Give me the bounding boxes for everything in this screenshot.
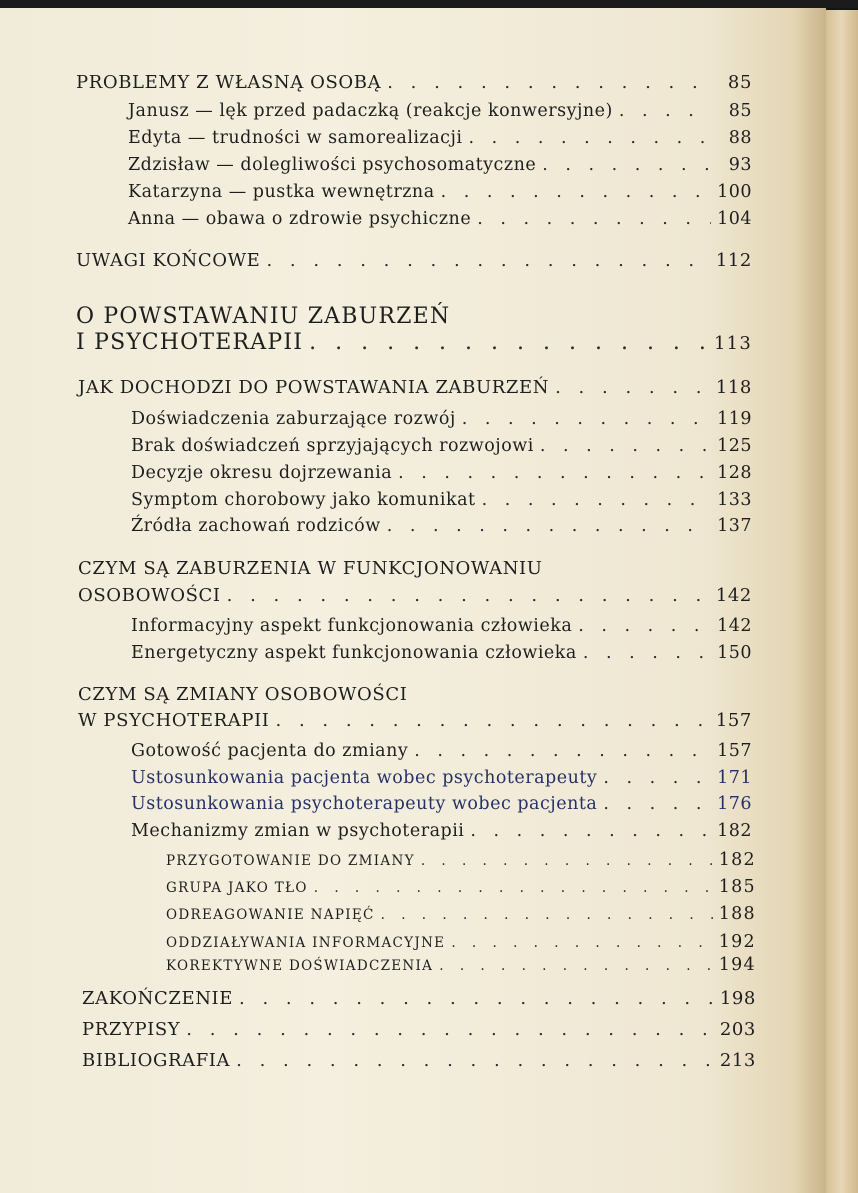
dot-leader — [414, 741, 711, 761]
toc-page-number: 171 — [717, 768, 752, 788]
dot-leader — [462, 409, 711, 429]
toc-title: BIBLIOGRAFIA — [82, 1050, 231, 1071]
toc-title: Zdzisław — dolegliwości psychosomatyczne — [128, 155, 537, 175]
toc-title: Katarzyna — pustka wewnętrzna — [128, 182, 435, 202]
toc-page-number: 100 — [717, 182, 752, 202]
toc-page-number: 119 — [717, 409, 752, 429]
toc-page-number: 192 — [718, 932, 756, 952]
toc-section-heading — [76, 250, 752, 271]
dot-leader — [477, 209, 711, 229]
toc-entry — [131, 490, 752, 510]
dot-leader — [451, 935, 712, 951]
toc-title: ZAKOŃCZENIE — [82, 988, 233, 1009]
toc-title: W PSYCHOTERAPII — [78, 710, 270, 731]
toc-section-heading — [78, 585, 752, 606]
toc-section-heading — [76, 72, 752, 93]
dot-leader — [482, 490, 712, 510]
toc-title: Decyzje okresu dojrzewania — [131, 463, 393, 483]
dot-leader — [381, 907, 713, 923]
toc-part-heading-line1: O POWSTAWANIU ZABURZEŃ — [76, 304, 451, 329]
toc-title: ODDZIAŁYWANIA INFORMACYJNE — [166, 935, 446, 951]
toc-section-heading — [78, 377, 752, 398]
toc-entry — [128, 182, 752, 202]
toc-page-number: 128 — [717, 463, 752, 483]
dot-leader — [236, 1050, 714, 1071]
toc-page-number: 150 — [717, 643, 752, 663]
toc-entry — [131, 821, 752, 841]
toc-title: Janusz — lęk przed padaczką (reakcje konwersyjne) — [128, 101, 613, 121]
toc-section-heading — [82, 1050, 756, 1071]
toc-page-number: 93 — [728, 155, 752, 175]
toc-part-heading — [76, 330, 752, 355]
toc-page-number: 118 — [715, 377, 752, 398]
toc-title: Mechanizmy zmian w psychoterapii — [131, 821, 465, 841]
toc-title: Informacyjny aspekt funkcjonowania człowieka — [131, 616, 573, 636]
toc-title: Ustosunkowania pacjenta wobec psychoterapeuty — [131, 768, 598, 788]
toc-title: JAK DOCHODZI DO POWSTAWANIA ZABURZEŃ — [78, 377, 550, 398]
toc-page-number: 85 — [727, 72, 752, 93]
toc-subentry — [166, 904, 756, 924]
toc-title: KOREKTYWNE DOŚWIADCZENIA — [166, 958, 434, 974]
toc-title: PROBLEMY Z WŁASNĄ OSOBĄ — [76, 72, 382, 93]
toc-title: I PSYCHOTERAPII — [76, 330, 304, 355]
toc-entry — [131, 463, 752, 483]
toc-entry — [131, 616, 752, 636]
dot-leader — [619, 101, 712, 121]
dot-leader — [603, 794, 711, 814]
dot-leader — [583, 643, 711, 663]
toc-section-heading — [78, 710, 752, 731]
toc-entry — [128, 209, 752, 229]
dot-leader — [542, 155, 712, 175]
toc-section-heading-line1: CZYM SĄ ZABURZENIA W FUNKCJONOWANIU — [78, 558, 543, 579]
toc-title: Symptom chorobowy jako komunikat — [131, 490, 476, 510]
dot-leader — [227, 585, 710, 606]
dot-leader — [239, 988, 714, 1009]
toc-title: UWAGI KOŃCOWE — [76, 250, 261, 271]
toc-page-number: 142 — [717, 616, 752, 636]
toc-section-heading-line1: CZYM SĄ ZMIANY OSOBOWOŚCI — [78, 684, 408, 705]
toc-page-number: 203 — [719, 1019, 756, 1040]
toc-title: OSOBOWOŚCI — [78, 585, 221, 606]
dot-leader — [314, 880, 713, 896]
toc-section-heading — [82, 988, 756, 1009]
toc-page-number: 85 — [728, 101, 752, 121]
toc-page-number: 157 — [715, 710, 752, 731]
dot-leader — [309, 330, 708, 355]
dot-leader — [398, 463, 711, 483]
toc-subentry — [166, 932, 756, 952]
toc-subentry — [166, 955, 756, 975]
toc-entry — [131, 516, 752, 536]
dot-leader — [469, 128, 713, 148]
toc-page-number: 133 — [717, 490, 752, 510]
toc-entry — [128, 155, 752, 175]
toc-title: Energetyczny aspekt funkcjonowania człowieka — [131, 643, 577, 663]
toc-page-number: 188 — [718, 904, 756, 924]
toc-entry — [128, 101, 752, 121]
toc-title: Edyta — trudności w samorealizacji — [128, 128, 463, 148]
toc-entry — [131, 768, 752, 788]
dot-leader — [578, 616, 711, 636]
toc-page-number: 185 — [718, 877, 756, 897]
toc-page-number: 137 — [717, 516, 752, 536]
toc-title: GRUPA JAKO TŁO — [166, 880, 308, 896]
dot-leader — [439, 958, 712, 974]
toc-title: Ustosunkowania psychoterapeuty wobec pacjenta — [131, 794, 598, 814]
toc-subentry — [166, 877, 756, 897]
dot-leader — [555, 377, 710, 398]
toc-page-number: 88 — [728, 128, 752, 148]
toc-entry — [131, 794, 752, 814]
toc-title: Anna — obawa o zdrowie psychiczne — [128, 209, 472, 229]
toc-entry — [131, 741, 752, 761]
toc-page-number: 213 — [719, 1050, 756, 1071]
toc-entry — [128, 128, 752, 148]
dot-leader — [421, 853, 713, 869]
toc-section-heading — [82, 1019, 756, 1040]
toc-page-number: 198 — [719, 988, 756, 1009]
toc-title: Gotowość pacjenta do zmiany — [131, 741, 409, 761]
toc-title: Źródła zachowań rodziców — [131, 516, 381, 536]
dot-leader — [276, 710, 710, 731]
dot-leader — [387, 72, 712, 93]
toc-title: ODREAGOWANIE NAPIĘĆ — [166, 907, 375, 923]
dot-leader — [387, 516, 711, 536]
toc-entry — [131, 409, 752, 429]
toc-page-number: 182 — [717, 821, 752, 841]
toc-page-number: 112 — [715, 250, 752, 271]
toc-page-number: 176 — [717, 794, 752, 814]
toc-page-number: 194 — [718, 955, 756, 975]
dot-leader — [540, 436, 711, 456]
toc-entry — [131, 436, 752, 456]
toc-title: PRZYPISY — [82, 1019, 181, 1040]
dot-leader — [470, 821, 711, 841]
dot-leader — [266, 250, 709, 271]
toc-subentry — [166, 850, 756, 870]
toc-entry — [131, 643, 752, 663]
toc-page-number: 142 — [715, 585, 752, 606]
toc-page-number: 182 — [718, 850, 756, 870]
dot-leader — [186, 1019, 714, 1040]
toc-title: PRZYGOTOWANIE DO ZMIANY — [166, 853, 415, 869]
toc-title: Doświadczenia zaburzające rozwój — [131, 409, 456, 429]
toc-page-number: 125 — [717, 436, 752, 456]
toc-page-number: 157 — [717, 741, 752, 761]
toc-page-number: 104 — [717, 209, 752, 229]
toc-title: Brak doświadczeń sprzyjających rozwojowi — [131, 436, 534, 456]
dot-leader — [441, 182, 711, 202]
toc-page-number: 113 — [714, 333, 752, 354]
dot-leader — [603, 768, 711, 788]
